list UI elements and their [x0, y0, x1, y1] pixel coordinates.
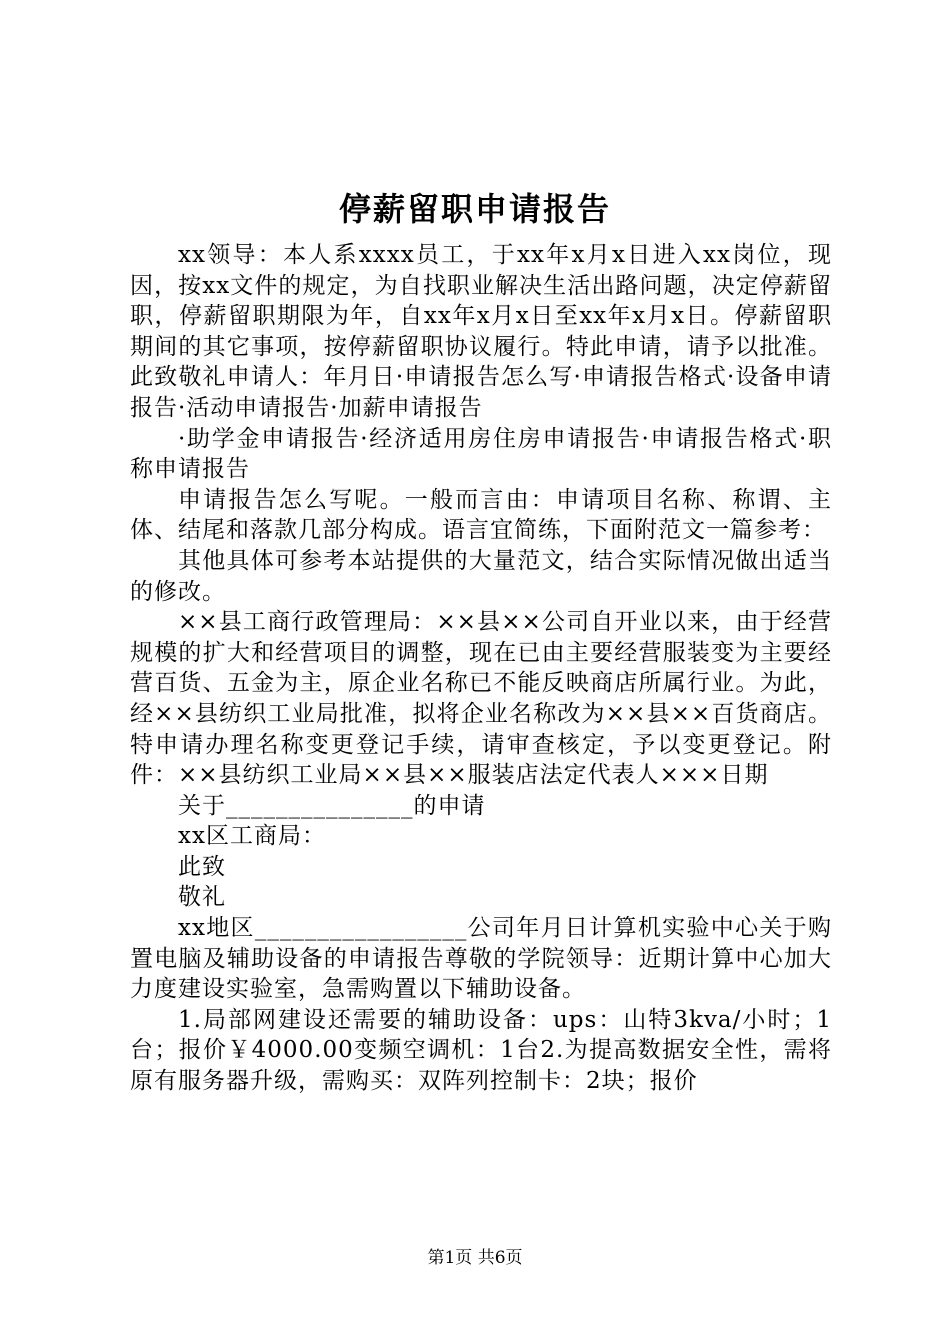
page-number-footer: 第1页 共6页 [427, 1248, 523, 1268]
paragraph: 其他具体可参考本站提供的大量范文，结合实际情况做出适当的修改。 [130, 547, 832, 605]
paragraph: xx领导：本人系xxxx员工，于xx年x月x日进入xx岗位，现因，按xx文件的规定，为自找职业解决生活出路问题，决定停薪留职，停薪留职期限为年，自xx年x月x日至xx年x月x日。停薪留职期间的其它事项，按停薪留职协议履行。特此申请，请予以批准。此致敬礼申请人：年月日·申请报告怎么写·申请报告格式·设备申请报告·活动申请报告·加薪申请报告 [130, 242, 832, 421]
paragraph: 此致 [178, 853, 226, 880]
document-body [130, 240, 832, 1097]
paragraph: 1.局部网建设还需要的辅助设备：ups：山特3kva/小时；1台；报价￥4000.00变频空调机：1台2.为提高数据安全性，需将原有服务器升级，需购买：双阵列控制卡：2块；报价 [130, 1006, 832, 1095]
paragraph: 关于_______________的申请 [178, 792, 486, 819]
paragraph: 敬礼 [178, 884, 226, 911]
document-title: 停薪留职申请报告 [338, 190, 611, 228]
paragraph: ××县工商行政管理局：××县××公司自开业以来，由于经营规模的扩大和经营项目的调整，现在已由主要经营服装变为主要经营百货、五金为主，原企业名称已不能反映商店所属行业。为此，经××县纺织工业局批准，拟将企业名称改为××县××百货商店。特申请办理名称变更登记手续，请审查核定，予以变更登记。附件：××县纺织工业局××县××服装店法定代表人×××日期 [130, 609, 832, 789]
paragraph: 申请报告怎么写呢。一般而言由：申请项目名称、称谓、主体、结尾和落款几部分构成。语言宜简练，下面附范文一篇参考： [130, 486, 832, 544]
paragraph: xx区工商局： [178, 823, 326, 850]
paragraph: xx地区_________________公司年月日计算机实验中心关于购置电脑及辅助设备的申请报告尊敬的学院领导：近期计算中心加大力度建设实验室，急需购置以下辅助设备。 [130, 915, 832, 1003]
paragraph: ·助学金申请报告·经济适用房住房申请报告·申请报告格式·职称申请报告 [130, 425, 832, 483]
